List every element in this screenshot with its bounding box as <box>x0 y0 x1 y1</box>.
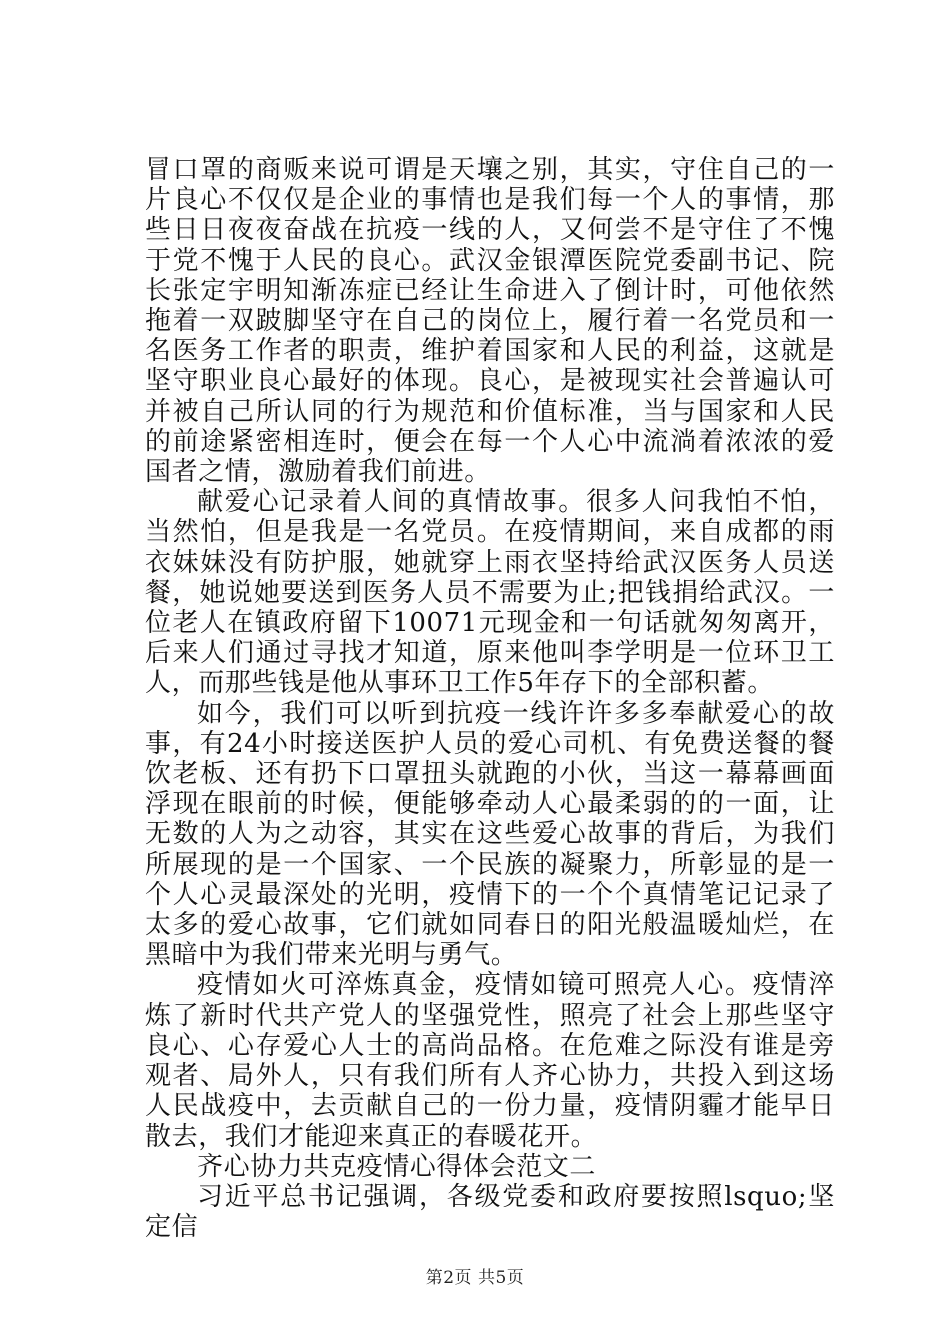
paragraph-3: 如今，我们可以听到抗疫一线许许多多奉献爱心的故事，有24小时接送医护人员的爱心司机、有免费送餐的餐饮老板、还有扔下口罩扭头就跑的小伙，当这一幕幕画面浮现在眼前的时候，便能够牵动人心最柔弱的的一面，让无数的人为之动容，其实在这些爱心故事的背后，为我们所展现的是一个国家、一个民族的凝聚力，所彰显的是一个人心灵最深处的光明，疫情下的一个个真情笔记记录了太多的爱心故事，它们就如同春日的阳光般温暖灿烂，在黑暗中为我们带来光明与勇气。 <box>145 698 835 971</box>
paragraph-2: 献爱心记录着人间的真情故事。很多人问我怕不怕，当然怕，但是我是一名党员。在疫情期间，来自成都的雨衣妹妹没有防护服，她就穿上雨衣坚持给武汉医务人员送餐，她说她要送到医务人员不需要为止;把钱捐给武汉。一位老人在镇政府留下10071元现金和一句话就匆匆离开，后来人们通过寻找才知道，原来他叫李学明是一位环卫工人，而那些钱是他从事环卫工作5年存下的全部积蓄。 <box>145 487 835 699</box>
paragraph-5: 习近平总书记强调，各级党委和政府要按照lsquo;坚定信 <box>145 1181 835 1243</box>
page-footer <box>0 1263 950 1288</box>
page-number-label: 第2页 共5页 <box>425 1268 525 1288</box>
section-heading: 齐心协力共克疫情心得体会范文二 <box>197 1151 597 1182</box>
paragraph-1: 冒口罩的商贩来说可谓是天壤之别，其实，守住自己的一片良心不仅仅是企业的事情也是我们每一个人的事情，那些日日夜夜奋战在抗疫一线的人，又何尝不是守住了不愧于党不愧于人民的良心。武汉金银潭医院党委副书记、院长张定宇明知渐冻症已经让生命进入了倒计时，可他依然拖着一双跛脚坚守在自己的岗位上，履行着一名党员和一名医务工作者的职责，维护着国家和人民的利益，这就是坚守职业良心最好的体现。良心，是被现实社会普遍认可并被自己所认同的行为规范和价值标准，当与国家和人民的前途紧密相连时，便会在每一个人心中流淌着浓浓的爱国者之情，激励着我们前进。 <box>145 155 835 488</box>
paragraph-4: 疫情如火可淬炼真金，疫情如镜可照亮人心。疫情淬炼了新时代共产党人的坚强党性，照亮了社会上那些坚守良心、心存爱心人士的高尚品格。在危难之际没有谁是旁观者、局外人，只有我们所有人齐心协力，共投入到这场人民战疫中，去贡献自己的一份力量，疫情阴霾才能早日散去，我们才能迎来真正的春暖花开。 <box>145 970 835 1152</box>
document-body <box>145 155 835 1242</box>
